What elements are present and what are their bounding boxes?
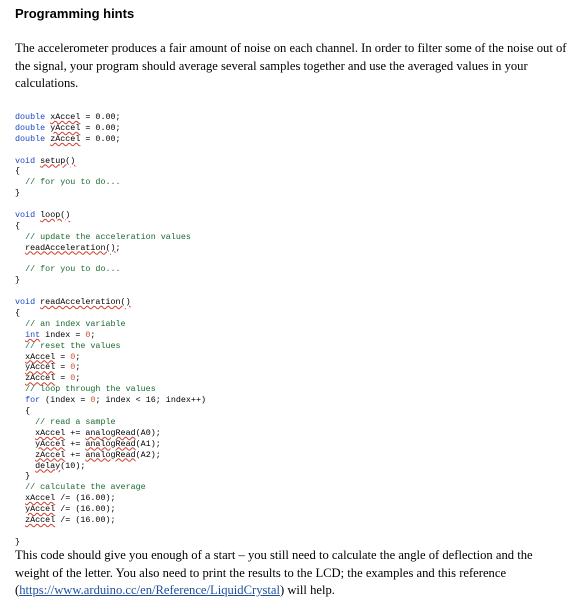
code-line: // for you to do... [25, 177, 121, 188]
code-line: } [25, 471, 31, 482]
code-line: { [15, 166, 21, 177]
code-line: } [15, 275, 21, 286]
code-blank-line [15, 145, 575, 156]
code-blank-line [15, 199, 575, 210]
page-title: Programming hints [15, 6, 135, 21]
code-line: for (index = 0; index < 16; index++) [25, 395, 207, 406]
code-line: // for you to do... [25, 264, 121, 275]
code-blank-line [15, 286, 575, 297]
code-line: zAccel /= (16.00); [25, 514, 116, 525]
code-line: xAccel /= (16.00); [25, 493, 116, 504]
code-line: yAccel /= (16.00); [25, 504, 116, 515]
code-line: { [15, 308, 21, 319]
code-line: { [15, 220, 21, 231]
code-blank-line [15, 526, 575, 537]
code-line: void readAcceleration() [15, 297, 131, 308]
code-line: yAccel = 0; [25, 362, 81, 373]
code-line: // read a sample [35, 416, 116, 427]
closing-text: This code should give you enough of a start – you still need to calculate the angle of deflection and the weight of the letter. You also need to print the results to the LCD; the examples and this reference ( [15, 548, 533, 597]
code-line: zAccel = 0; [25, 373, 81, 384]
code-line: // loop through the values [25, 384, 156, 395]
code-line: xAccel = 0; [25, 351, 81, 362]
code-line: yAccel += analogRead(A1); [35, 438, 161, 449]
code-line: } [15, 536, 21, 547]
code-line: double xAccel = 0.00; [15, 112, 121, 122]
code-line: readAcceleration(); [25, 242, 121, 253]
intro-paragraph: The accelerometer produces a fair amount of noise on each channel. In order to filter some of the noise out of the signal, your program should average several samples together and use the averaged values in your calculations. [15, 41, 567, 90]
code-line: xAccel += analogRead(A0); [35, 427, 161, 438]
code-line: // calculate the average [25, 482, 146, 493]
code-listing [15, 112, 575, 548]
closing-paragraph [15, 547, 567, 600]
code-line: // update the acceleration values [25, 231, 191, 242]
reference-link[interactable]: https://www.arduino.cc/en/Reference/LiquidCrystal [19, 583, 280, 597]
code-line: zAccel += analogRead(A2); [35, 449, 161, 460]
code-line: void setup() [15, 155, 76, 166]
code-line: // an index variable [25, 318, 126, 329]
code-line: void loop() [15, 210, 71, 221]
code-line: double zAccel = 0.00; [15, 133, 121, 144]
code-line: // reset the values [25, 340, 121, 351]
code-line: int index = 0; [25, 329, 96, 340]
code-line: delay(10); [35, 460, 86, 471]
closing-text-end: ) will help. [279, 583, 335, 597]
code-line: { [25, 406, 31, 417]
code-line: } [15, 188, 21, 199]
code-blank-line [15, 254, 575, 265]
code-line: double yAccel = 0.00; [15, 122, 121, 133]
